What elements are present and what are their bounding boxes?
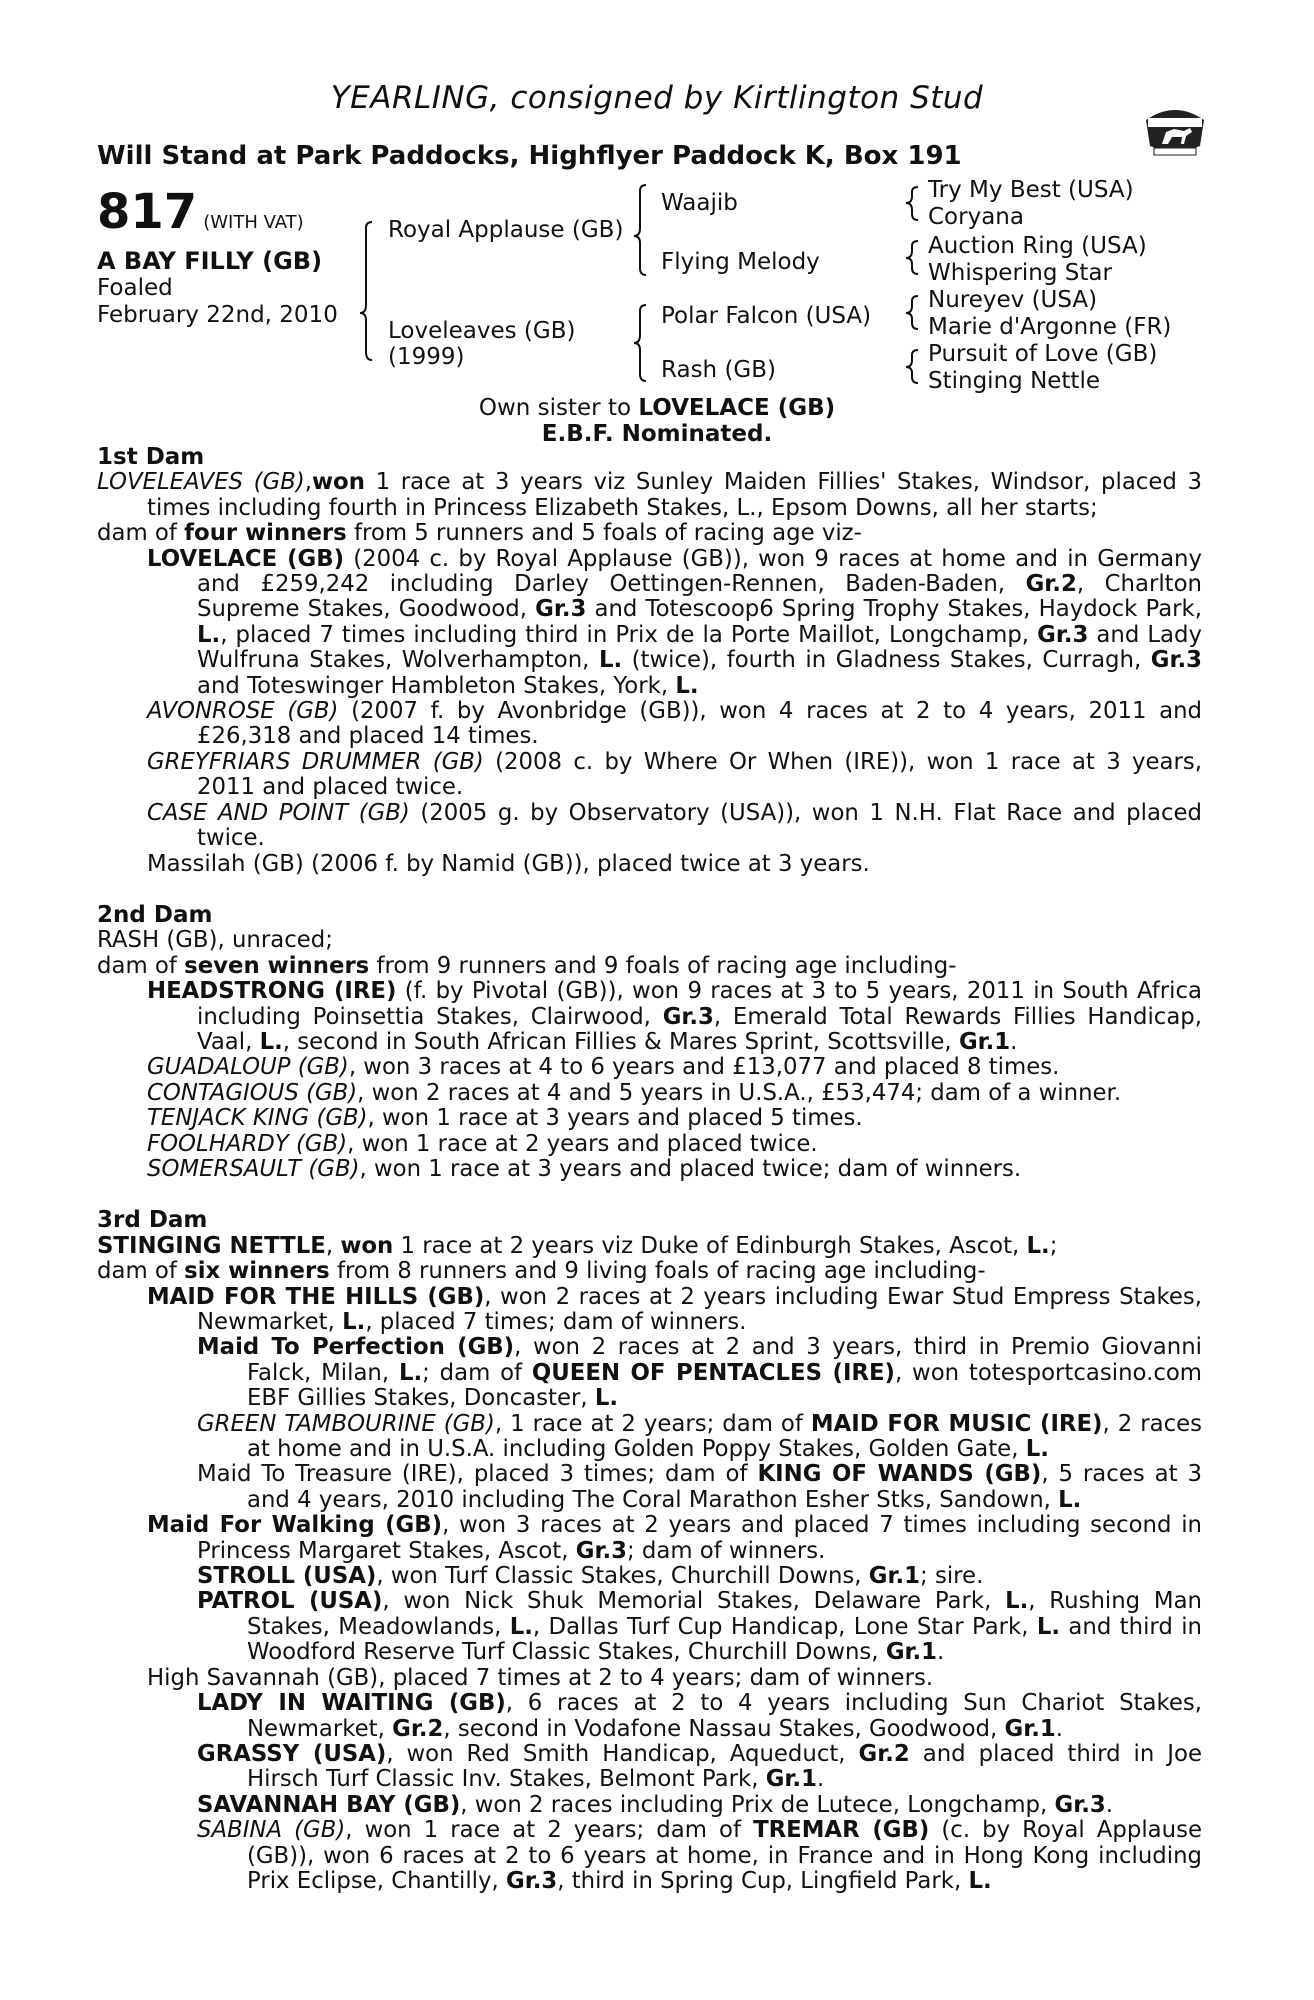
bold-text: MAID FOR THE HILLS (GB): [147, 1283, 485, 1310]
text-run: (2005 g. by Observatory (USA)), won 1 N.H. Flat Race and placed twice.: [197, 799, 1202, 852]
bold-text: TREMAR (GB): [753, 1817, 930, 1844]
bold-text: Gr.1: [868, 1563, 921, 1590]
italic-text: LOVELEAVES (GB): [97, 469, 305, 496]
bold-text: Maid To Perfection (GB): [197, 1334, 515, 1361]
text-run: .: [937, 1639, 945, 1666]
pedigree-entry: [97, 1666, 1202, 1691]
pedigree-entry: [97, 699, 1202, 750]
pedigree-dam-year: (1999): [388, 344, 465, 370]
text-run: , third in Spring Cup, Lingfield Park,: [557, 1867, 969, 1894]
text-run: , won 2 races including Prix de Lutece, Longchamp,: [460, 1791, 1055, 1818]
bold-text: four winners: [184, 520, 347, 547]
text-run: , won 1 race at 2 years; dam of: [345, 1817, 754, 1844]
pedigree-dam-sire: Polar Falcon (USA): [661, 303, 872, 329]
bold-text: L.: [342, 1309, 366, 1335]
text-run: dam of: [97, 1258, 185, 1285]
text-run: , Charlton Supreme Stakes, Goodwood,: [197, 571, 1202, 623]
italic-text: AVONROSE (GB): [147, 698, 339, 725]
italic-text: CASE AND POINT (GB): [147, 799, 410, 826]
section-heading: 3rd Dam: [97, 1207, 208, 1234]
pedigree-entry: [97, 852, 1202, 877]
bold-text: L.: [509, 1613, 533, 1640]
text-run: .: [1055, 1715, 1063, 1742]
bold-text: Gr.3: [1037, 621, 1089, 648]
text-run: (f. by Pivotal (GB)), won 9 races at 3 to 5 years, 2011 in South Africa including Poinsettia Stakes, Clairwood,: [197, 978, 1202, 1030]
text-run: and Totescoop6 Spring Trophy Stakes, Haydock Park,: [586, 596, 1203, 623]
bold-text: L.: [259, 1028, 283, 1055]
section-heading: 2nd Dam: [97, 901, 213, 928]
pedigree-entry: [97, 1081, 1202, 1106]
bold-text: six winners: [184, 1258, 330, 1285]
pedigree-g3-4: Whispering Star: [928, 260, 1112, 286]
vat-label: (WITH VAT): [203, 212, 304, 233]
own-sister-note: [0, 395, 1314, 421]
section-gap: [97, 877, 1202, 903]
bold-text: won: [340, 1232, 394, 1259]
bold-text: L.: [1005, 1588, 1029, 1615]
bold-text: L.: [598, 647, 623, 674]
text-run: , won Nick Shuk Memorial Stakes, Delaware Park,: [382, 1588, 1006, 1615]
text-run: .: [1105, 1791, 1113, 1818]
pedigree-sire-dam: Flying Melody: [661, 249, 820, 275]
text-run: .: [1010, 1028, 1018, 1055]
text-run: , won 1 race at 2 years and placed twice.: [347, 1130, 818, 1157]
bold-text: SAVANNAH BAY (GB): [197, 1791, 461, 1818]
pedigree-g3-5: Nureyev (USA): [928, 287, 1098, 313]
text-run: , 6 races at 2 to 4 years including Sun Chariot Stakes, Newmarket,: [247, 1690, 1202, 1742]
text-run: from 9 runners and 9 foals of racing age including-: [369, 952, 957, 979]
pedigree-entry: [97, 954, 1202, 979]
italic-text: GREYFRIARS DRUMMER (GB): [147, 748, 484, 775]
text-run: (2008 c. by Where Or When (IRE)), won 1 race at 3 years, 2011 and placed twice.: [197, 748, 1202, 801]
text-run: RASH (GB), unraced;: [97, 927, 333, 954]
pedigree-entry: [97, 1513, 1202, 1564]
pedigree-dam: Loveleaves (GB): [388, 318, 576, 344]
pedigree-entry: [97, 470, 1202, 521]
bold-text: PATROL (USA): [197, 1588, 383, 1615]
bold-text: LADY IN WAITING (GB): [197, 1690, 506, 1717]
italic-text: GUADALOUP (GB): [147, 1054, 349, 1081]
text-run: , Rushing Man Stakes, Meadowlands,: [247, 1588, 1202, 1640]
text-run: , won Turf Classic Stakes, Churchill Downs,: [376, 1563, 869, 1590]
text-run: (twice), fourth in Gladness Stakes, Curragh,: [622, 647, 1151, 674]
catalogue-header: YEARLING, consigned by Kirtlington Stud: [330, 80, 984, 116]
text-run: ; dam of winners.: [626, 1537, 826, 1564]
bold-text: L.: [968, 1867, 992, 1894]
text-run: from 8 runners and 9 living foals of racing age including-: [329, 1258, 986, 1285]
italic-text: TENJACK KING (GB): [147, 1105, 368, 1132]
text-run: , won Red Smith Handicap, Aqueduct,: [386, 1740, 859, 1767]
text-run: dam of: [97, 952, 185, 979]
text-run: , won 2 races at 2 and 3 years, third in Premio Giovanni Falck, Milan,: [247, 1334, 1203, 1386]
pedigree-entry: [97, 1412, 1202, 1463]
own-sister-prefix: Own sister to: [478, 395, 639, 421]
horse-name: A BAY FILLY (GB): [97, 247, 323, 275]
bold-text: Gr.2: [858, 1740, 910, 1767]
dam-details: [97, 445, 1202, 1894]
bold-text: won: [311, 469, 365, 496]
pedigree-entry: [97, 750, 1202, 801]
pedigree-sire: Royal Applause (GB): [388, 217, 624, 243]
bold-text: Gr.3: [535, 596, 587, 623]
text-run: , won 3 races at 4 to 6 years and £13,077 and placed 8 times.: [348, 1054, 1060, 1081]
text-run: , won 2 races at 2 years including Ewar Stud Empress Stakes, Newmarket,: [197, 1283, 1202, 1335]
pedigree-entry: [97, 1132, 1202, 1157]
text-run: and placed third in Joe Hirsch Turf Classic Inv. Stakes, Belmont Park,: [247, 1740, 1203, 1793]
bold-text: LOVELACE (GB): [147, 545, 345, 572]
foaled-label: Foaled: [97, 275, 173, 301]
pedigree-entry: [97, 1285, 1202, 1336]
pedigree-entry: [97, 1742, 1202, 1793]
text-run: and Lady Wulfruna Stakes, Wolverhampton,: [197, 621, 1202, 674]
italic-text: SOMERSAULT (GB): [147, 1155, 360, 1182]
bold-text: Gr.3: [575, 1537, 627, 1564]
pedigree-entry: [97, 1157, 1202, 1182]
pedigree-entry: [97, 1691, 1202, 1742]
bold-text: QUEEN OF PENTACLES (IRE): [531, 1359, 895, 1386]
bold-text: L.: [1036, 1613, 1061, 1640]
text-run: Massilah (GB) (2006 f. by Namid (GB)), placed twice at 3 years.: [147, 850, 870, 877]
text-run: and Toteswinger Hambleton Stakes, York,: [197, 672, 676, 699]
text-run: ,: [304, 469, 312, 496]
italic-text: CONTAGIOUS (GB): [147, 1079, 358, 1106]
pedigree-entry: [97, 547, 1202, 699]
text-run: , 2 races at home and in U.S.A. including Golden Poppy Stakes, Golden Gate,: [247, 1410, 1203, 1463]
pedigree-entry: [97, 1564, 1202, 1589]
pedigree-entry: [97, 1259, 1202, 1284]
text-run: High Savannah (GB), placed 7 times at 2 to 4 years; dam of winners.: [147, 1664, 934, 1691]
bold-text: Gr.2: [392, 1715, 444, 1742]
pedigree-g3-7: Pursuit of Love (GB): [928, 341, 1158, 367]
bold-text: Gr.1: [958, 1028, 1011, 1055]
pedigree-entry: [97, 1106, 1202, 1131]
text-run: (c. by Royal Applause (GB)), won 6 races at 2 to 6 years at home, in France and in Hong Kong including Prix Eclipse, Chantilly,: [247, 1817, 1202, 1894]
text-run: Maid To Treasure (IRE), placed 3 times; dam of: [197, 1461, 758, 1488]
bold-text: Gr.1: [765, 1766, 817, 1793]
pedigree-entry: [97, 1793, 1202, 1818]
bold-text: L.: [1025, 1436, 1049, 1463]
stand-location: Will Stand at Park Paddocks, Highflyer Paddock K, Box 191: [97, 141, 962, 171]
text-run: ; dam of: [422, 1359, 532, 1386]
foaled-date: February 22nd, 2010: [97, 302, 338, 328]
ebf-note: E.B.F. Nominated.: [541, 421, 773, 447]
text-run: 1 race at 3 years viz Sunley Maiden Fillies' Stakes, Windsor, placed 3 times including fourth in Princess Elizabeth Stakes, L., Epsom Downs, all her starts;: [147, 469, 1202, 521]
pedigree-dam-dam: Rash (GB): [661, 357, 776, 383]
pedigree-entry: [97, 1234, 1202, 1259]
bold-text: Gr.3: [1150, 647, 1202, 674]
bold-text: L.: [398, 1359, 423, 1386]
text-run: (2004 c. by Royal Applause (GB)), won 9 races at home and in Germany and £259,242 including Darley Oettingen-Rennen, Baden-Baden,: [197, 545, 1203, 598]
pedigree-g3-2: Coryana: [928, 204, 1024, 230]
pedigree-g3-1: Try My Best (USA): [928, 177, 1134, 203]
own-sister-name: LOVELACE (GB): [638, 395, 836, 421]
text-run: dam of: [97, 520, 185, 547]
pedigree-g3-8: Stinging Nettle: [928, 368, 1100, 394]
text-run: ,: [325, 1232, 341, 1259]
text-run: , won totesportcasino.com EBF Gillies Stakes, Doncaster,: [247, 1359, 1203, 1412]
pedigree-entry: [97, 801, 1202, 852]
text-run: , won 3 races at 2 years and placed 7 times including second in Princess Margaret Stakes, Ascot,: [197, 1512, 1202, 1564]
text-run: , placed 7 times; dam of winners.: [365, 1309, 747, 1335]
bold-text: MAID FOR MUSIC (IRE): [810, 1410, 1103, 1437]
lot-number: 817: [97, 184, 198, 240]
bold-text: Gr.3: [1054, 1791, 1106, 1818]
text-run: , placed 7 times including third in Prix de la Porte Maillot, Longchamp,: [220, 621, 1038, 648]
text-run: ;: [1049, 1232, 1058, 1259]
bold-text: Gr.3: [505, 1867, 558, 1894]
text-run: , won 1 race at 3 years and placed 5 times.: [367, 1105, 863, 1132]
section-heading: 1st Dam: [97, 444, 205, 470]
text-run: , 5 races at 3 and 4 years, 2010 including The Coral Marathon Esher Stks, Sandown,: [247, 1461, 1202, 1513]
pedigree-sire-sire: Waajib: [661, 190, 738, 216]
bold-text: Gr.1: [885, 1639, 938, 1666]
bold-text: Maid For Walking (GB): [147, 1512, 443, 1539]
bold-text: Gr.1: [1004, 1715, 1056, 1742]
text-run: and third in Woodford Reserve Turf Classic Stakes, Churchill Downs,: [247, 1613, 1203, 1666]
text-run: , won 2 races at 4 and 5 years in U.S.A., £53,474; dam of a winner.: [357, 1079, 1122, 1106]
pedigree-entry: [97, 1818, 1202, 1894]
pedigree-entry: [97, 979, 1202, 1055]
bold-text: HEADSTRONG (IRE): [147, 978, 397, 1005]
text-run: , second in South African Fillies & Mares Sprint, Scottsville,: [282, 1028, 959, 1055]
text-run: , second in Vodafone Nassau Stakes, Goodwood,: [443, 1715, 1005, 1742]
text-run: .: [816, 1766, 825, 1793]
bold-text: STROLL (USA): [197, 1563, 377, 1590]
bold-text: Gr.2: [1025, 571, 1077, 598]
text-run: , Dallas Turf Cup Handicap, Lone Star Park,: [532, 1613, 1037, 1640]
text-run: 1 race at 2 years viz Duke of Edinburgh Stakes, Ascot,: [393, 1232, 1027, 1259]
text-run: ; sire.: [920, 1563, 984, 1590]
italic-text: SABINA (GB): [197, 1817, 346, 1844]
section-gap: [97, 1182, 1202, 1208]
pedigree-g3-3: Auction Ring (USA): [928, 233, 1147, 259]
text-run: , 1 race at 2 years; dam of: [494, 1410, 811, 1437]
bold-text: GRASSY (USA): [197, 1740, 387, 1767]
pedigree-entry: [97, 1055, 1202, 1080]
pedigree-entry: [97, 1335, 1202, 1411]
pedigree-g3-6: Marie d'Argonne (FR): [928, 314, 1172, 340]
bold-text: STINGING NETTLE: [97, 1232, 326, 1259]
bold-text: KING OF WANDS (GB): [757, 1461, 1042, 1488]
text-run: , Emerald Total Rewards Fillies Handicap, Vaal,: [197, 1003, 1203, 1055]
bold-text: seven winners: [184, 952, 370, 979]
pedigree-entry: [97, 1462, 1202, 1513]
bold-text: L.: [675, 672, 699, 699]
text-run: (2007 f. by Avonbridge (GB)), won 4 races at 2 to 4 years, 2011 and £26,318 and placed 14 times.: [197, 698, 1202, 750]
pedigree-entry: [97, 1589, 1202, 1665]
bold-text: L.: [1026, 1232, 1050, 1259]
italic-text: FOOLHARDY (GB): [147, 1130, 348, 1157]
pedigree-entry: [97, 928, 1202, 953]
bold-text: Gr.3: [662, 1003, 714, 1030]
bold-text: L.: [594, 1385, 619, 1412]
bold-text: L.: [197, 621, 221, 648]
bold-text: L.: [1058, 1486, 1082, 1513]
pedigree-entry: [97, 521, 1202, 546]
italic-text: GREEN TAMBOURINE (GB): [197, 1410, 495, 1437]
text-run: , won 1 race at 3 years and placed twice; dam of winners.: [359, 1155, 1022, 1182]
text-run: from 5 runners and 5 foals of racing age viz-: [346, 520, 862, 547]
